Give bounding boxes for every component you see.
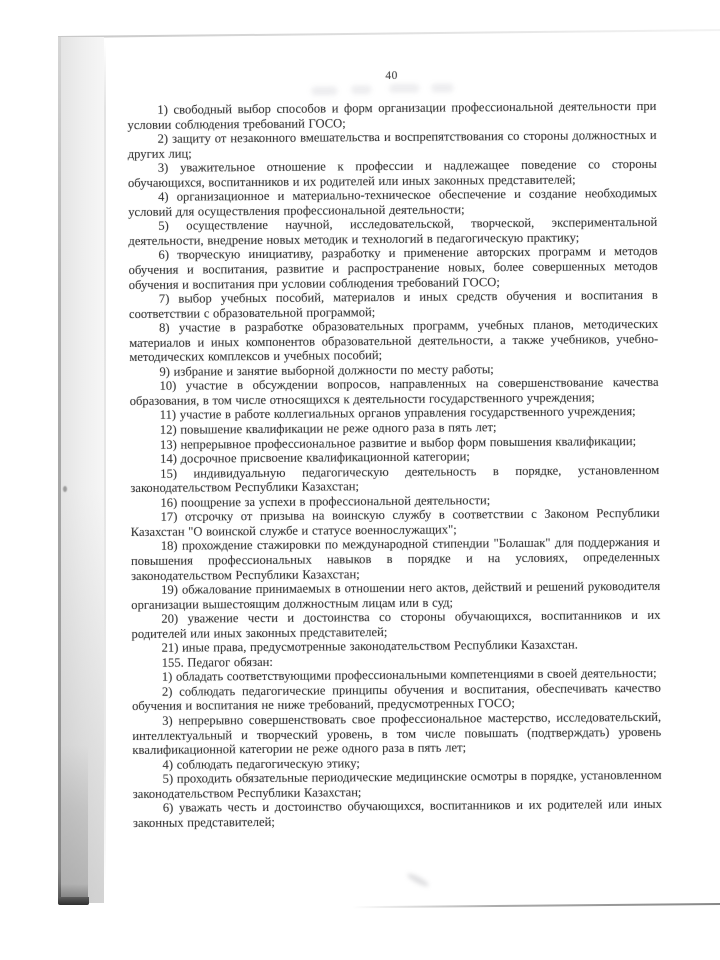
paragraph: 15) индивидуальную педагогическую деятельность в порядке, установленном законодательством Республики Казахстан;: [130, 462, 660, 496]
paragraph: 1) обладать соответствующими профессиональными компетенциями в своей деятельности;: [161, 666, 657, 685]
page-left-edge: [104, 42, 106, 887]
scan-artifact-smudge: [406, 872, 430, 889]
paragraph: 9) избрание и занятие выборной должности по месту работы;: [159, 361, 494, 379]
paragraph: 20) уважение чести и достоинства со стороны обучающихся, воспитанников и их родителей или иных законных представителей;: [131, 607, 661, 641]
paragraph: 18) прохождение стажировки по международной стипендии "Болашак" для поддержания и повышения профессиональных навыков в порядке и на условиях, определенных законодательством Республики Казахстан;: [130, 535, 660, 583]
paragraph: 3) непрерывно совершенствовать свое профессиональное мастерство, исследовательский, интеллектуальный и творческий уровень, в том числе повышать (подтверждать) уровень квалификационной категории не реже одного раза в пять лет;: [132, 709, 662, 758]
page-top-edge: [58, 29, 720, 37]
paragraph: 16) поощрение за успехи в профессиональной деятельности;: [160, 492, 491, 510]
paragraph: 4) соблюдать педагогическую этику;: [162, 755, 360, 772]
spine-shadow-dark: [59, 745, 88, 903]
paragraph: 14) досрочное присвоение квалификационной категории;: [160, 449, 470, 466]
document-body: [127, 99, 662, 830]
paragraph: 3) уважительное отношение к профессии и надлежащее поведение со стороны обучающихся, воспитанников и их родителей или иных законных представителей;: [127, 157, 657, 190]
paragraph: 2) защиту от незаконного вмешательства и воспрепятствования со стороны должностных и других лиц;: [127, 127, 657, 161]
paragraph: 5) проходить обязательные периодические медицинские осмотры в порядке, установленном законодательством Республики Казахстан;: [132, 767, 662, 801]
paragraph: 10) участие в обсуждении вопросов, направленных на совершенствование качества образования, в том числе относящихся к деятельности государственного учреждения;: [129, 375, 659, 408]
paragraph: 8) участие в разработке образовательных программ, учебных планов, методических материалов и иных компонентов образовательной деятельности, а также учебников, учебно-методических комплексов и учебных пособий;: [129, 317, 659, 365]
paragraph: 4) организационное и материально-техническое обеспечение и создание необходимых условий для осуществления профессиональной деятельности;: [128, 186, 658, 219]
paragraph: 21) иные права, предусмотренные законодательством Республики Казахстан.: [161, 637, 578, 655]
page-bottom-edge: [352, 903, 720, 908]
paragraph: 13) непрерывное профессиональное развитие и выбор форм повышения квалификации;: [159, 433, 637, 452]
paragraph: 12) повышение квалификации не реже одного раза в пять лет;: [159, 420, 497, 437]
paragraph: 17) отсрочку от призыва на воинскую службу в соответствии с Законом Республики Казахстан "О воинской службе и статусе военнослужащих";: [130, 506, 660, 539]
paragraph: 19) обжалование принимаемых в отношении него актов, действий и решений руководителя организации вышестоящим должностным лицам или в суд;: [131, 578, 661, 612]
page-content: [127, 58, 662, 830]
paragraph: 6) творческую инициативу, разработку и применение авторских программ и методов обучения и воспитания, развитие и распространение новых, более совершенных методов обучения и воспитания при условии соблюдения требований ГОСО;: [128, 244, 658, 292]
paragraph: 2) соблюдать педагогические принципы обучения и воспитания, обеспечивать качество обучения и воспитания не ниже требований, предусмотренных ГОСО;: [132, 680, 661, 714]
paragraph: 5) осуществление научной, исследовательской, творческой, экспериментальной деятельности, внедрение новых методик и технологий в педагогическую практику;: [128, 215, 658, 248]
paragraph: 7) выбор учебных пособий, материалов и иных средств обучения и воспитания в соответствии с образовательной программой;: [128, 287, 658, 321]
bleed-through-artifact: [127, 82, 656, 100]
paragraph: 11) участие в работе коллегиальных органов управления государственного учреждения;: [159, 404, 636, 423]
paragraph: 155. Педагог обязан:: [161, 654, 273, 670]
paragraph: 1) свободный выбор способов и форм организации профессиональной деятельности при условии соблюдения требований ГОСО;: [127, 98, 657, 132]
spine-shadow-cap: [58, 897, 89, 905]
scan-artifact-dot: [63, 486, 67, 492]
page-number: 40: [385, 69, 398, 82]
paragraph: 6) уважать честь и достоинство обучающихся, воспитанников и их родителей или иных законных представителей;: [132, 797, 662, 830]
